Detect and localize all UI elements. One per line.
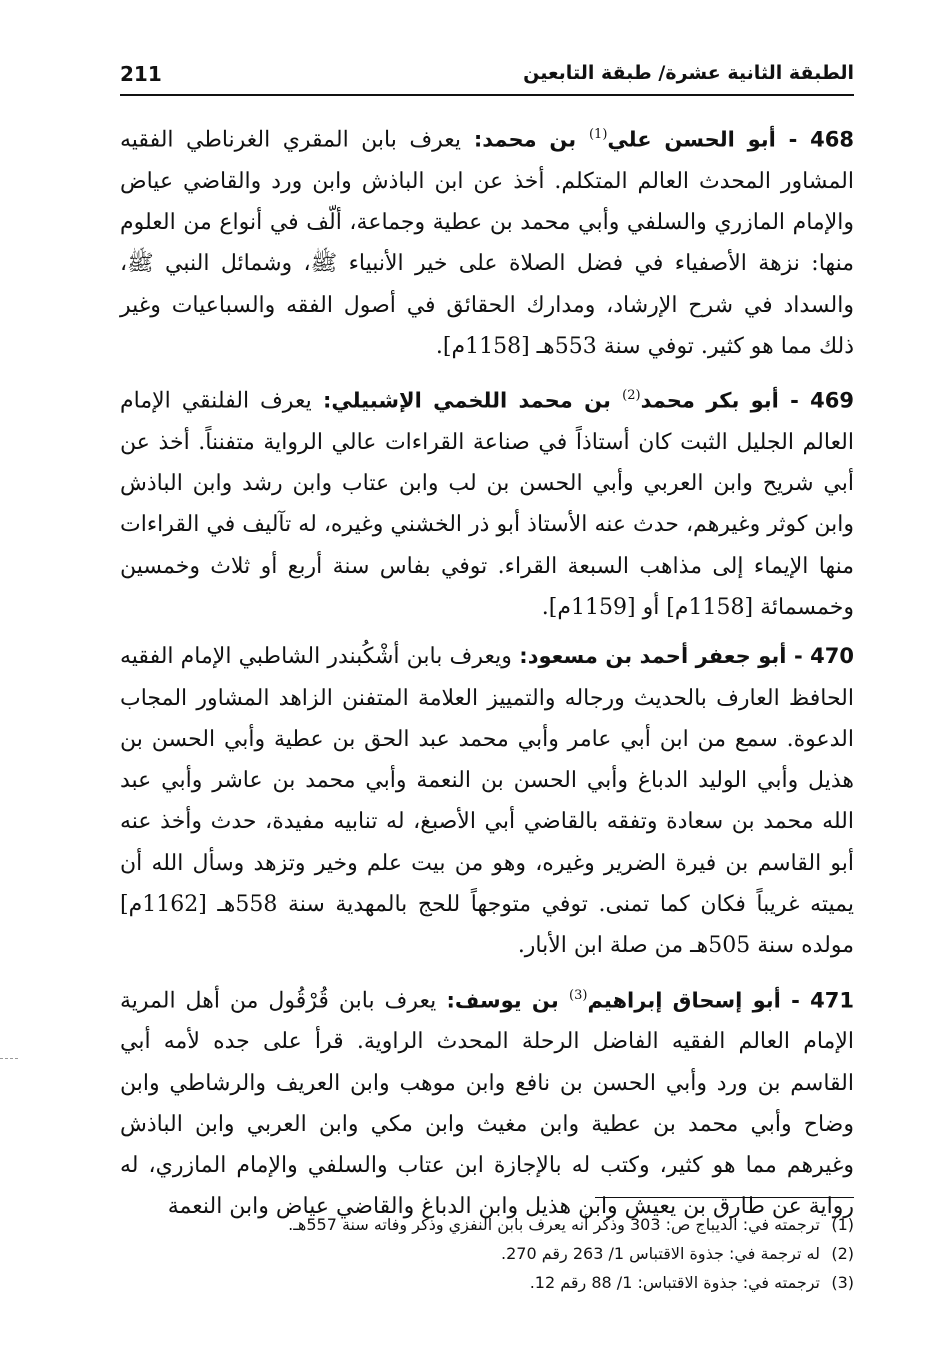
biography-entry-469	[120, 375, 854, 628]
entry-heading: 470 - أبو جعفر أحمد بن مسعود:	[511, 644, 855, 669]
footnote-number: (3)	[831, 1273, 854, 1292]
footnote-separator	[595, 1197, 854, 1198]
entry-heading-cont: بن محمد اللخمي الإشبيلي:	[311, 388, 623, 413]
entry-heading-cont: بن محمد:	[461, 127, 589, 152]
footnote-number: (2)	[831, 1244, 854, 1263]
page-body	[120, 114, 854, 1236]
footnote-2	[120, 1239, 854, 1268]
footnote-ref: (3)	[569, 987, 588, 1003]
footnote-ref: (1)	[588, 127, 608, 142]
entry-text: يعرف الفلنقي الإمام العالم الجليل الثبت كان أستاذاً في صناعة القراءات عالي الرواية متفنناً. أخذ عن أبي شريح وابن العربي وأبي الحسن بن لب وابن عتاب وابن رشد وابن الباذش وابن كوثر وغيرهم، حدث عنه الأستاذ أبو ذر الخشني وغيره، له تآليف في القراءات منها الإيماء إلى مذاهب السبعة القراء. توفي بفاس سنة أربع أو ثلاث وخمسين وخمسمائة [1158م] أو [1159م].	[120, 388, 854, 620]
footnote-text: ترجمته في: الديباج ص: 303 وذكر أنه يعرف بابن النفزي وذكر وفاته سنة 557هـ.	[288, 1215, 820, 1234]
scan-margin-mark	[0, 1058, 18, 1059]
entry-text: يعرف بابن المقري الغرناطي الفقيه المشاور المحدث العالم المتكلم. أخذ عن ابن الباذش وابن ورد والقاضي عياض والإمام المازري والسلفي وأبي محمد بن عطية وجماعة، ألّف في أنواع من العلوم منها: نزهة الأصفياء في فضل الصلاة على خير الأنبياء ﷺ، وشمائل النبي ﷺ، والسداد في شرح الإرشاد، ومدارك الحقائق في أصول الفقه والسباعيات وغير ذلك مما هو كثير. توفي سنة 553هـ [1158م].	[120, 127, 854, 359]
biography-entry-470	[120, 636, 854, 966]
entry-heading: 469 - أبو بكر محمد	[640, 388, 854, 413]
page-number: 211	[120, 62, 162, 86]
footnote-text: ترجمته في: جذوة الاقتباس: 1/ 88 رقم 12.	[529, 1273, 820, 1292]
entry-heading-cont: بن يوسف:	[436, 987, 570, 1012]
footnote-ref: (2)	[622, 388, 641, 404]
biography-entry-471	[120, 975, 854, 1228]
entry-text: يعرف بابن قُرْقُول من أهل المرية الإمام العالم الفقيه الفاضل الرحلة المحدث الراوية. قرأ على جده لأمه أبي القاسم بن ورد وأبي الحسن بن نافع وابن موهب وابن العريف والرشاطي وابن وضاح وأبي محمد بن عطية وابن مغيث وابن مكي وابن العربي وابن الباذش وغيرهم مما هو كثير، وكتب له بالإجازة ابن عتاب والسلفي والإمام المازري، له رواية عن طارق بن يعيش وابن هذيل وابن الدباغ والقاضي عياض وابن النعمة	[120, 987, 854, 1220]
page-header	[120, 60, 854, 96]
footnotes	[120, 1210, 854, 1297]
running-title: الطبقة الثانية عشرة/ طبقة التابعين	[523, 62, 854, 84]
footnote-3	[120, 1268, 854, 1297]
entry-heading: 468 - أبو الحسن علي	[607, 127, 855, 152]
footnote-text: له ترجمة في: جذوة الاقتباس 1/ 263 رقم 270.	[501, 1244, 820, 1263]
entry-text: ويعرف بابن أشْكُبندر الشاطبي الإمام الفقيه الحافظ العارف بالحديث ورجاله والتمييز العلامة المتفنن الزاهد المشاور المجاب الدعوة. سمع من ابن أبي عامر وأبي محمد عبد الحق بن عطية وأبي الحسن بن هذيل وأبي الوليد الدباغ وأبي الحسن بن النعمة وأبي محمد بن عاشر وأبي عبد الله محمد بن سعادة وتفقه بالقاضي أبي الأصبغ، له تنابيه مفيدة، حدث وأخذ عنه أبو القاسم بن فيرة الضرير وغيره، وهو من بيت علم وخير وتزهد وسأل الله أن يميته غريباً فكان كما تمنى. توفي متوجهاً للحج بالمهدية سنة 558هـ [1162م] مولده سنة 505هـ من صلة ابن الأبار.	[120, 644, 855, 959]
entry-heading: 471 - أبو إسحاق إبراهيم	[587, 987, 854, 1012]
footnote-1	[120, 1210, 854, 1239]
footnote-number: (1)	[831, 1215, 854, 1234]
biography-entry-468	[120, 114, 854, 367]
